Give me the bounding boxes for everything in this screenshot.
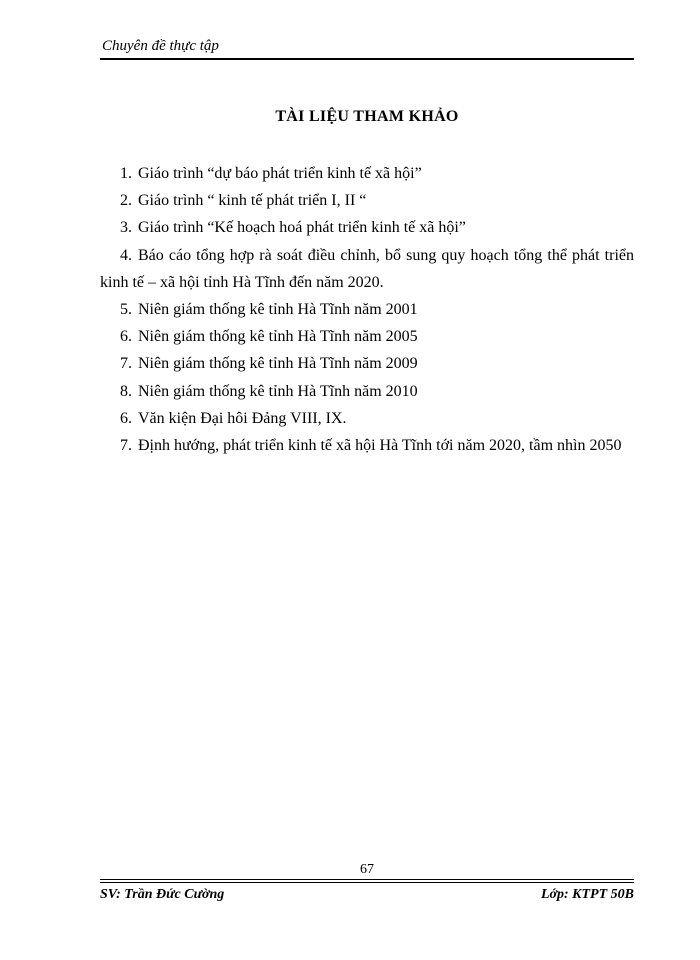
reference-text: Giáo trình “Kế hoạch hoá phát triển kinh tế xã hội”	[138, 219, 466, 237]
reference-text: Báo cáo tổng hợp rà soát điều chỉnh, bổ sung quy hoạch tổng thể phát triển kinh tế – xã hội tỉnh Hà Tĩnh đến năm 2020.	[100, 246, 634, 291]
reference-text: Định hướng, phát triển kinh tế xã hội Hà Tĩnh tới năm 2020, tầm nhìn 2050	[138, 437, 622, 455]
footer-rule	[100, 882, 634, 883]
reference-item	[100, 160, 634, 187]
reference-number: 1.	[120, 165, 132, 182]
class-name: Lớp: KTPT 50B	[540, 887, 634, 902]
header-title: Chuyên đề thực tập	[102, 38, 219, 54]
reference-text: Giáo trình “dự báo phát triển kinh tế xã hội”	[138, 165, 422, 182]
reference-item	[100, 296, 634, 323]
reference-number: 6.	[120, 409, 132, 427]
reference-text: Niên giám thống kê tỉnh Hà Tĩnh năm 2010	[138, 382, 418, 400]
footer-row	[100, 886, 634, 904]
reference-text: Văn kiện Đại hôi Đảng VIII, IX.	[138, 409, 347, 427]
reference-item	[100, 405, 634, 432]
reference-number: 5.	[120, 301, 132, 319]
reference-text: Giáo trình “ kinh tế phát triển I, II “	[138, 192, 367, 210]
student-name: SV: Trần Đức Cường	[100, 887, 225, 902]
header-rule	[100, 58, 634, 60]
references-heading: TÀI LIỆU THAM KHẢO	[275, 108, 459, 125]
reference-item	[100, 242, 634, 296]
reference-number: 7.	[120, 355, 132, 373]
reference-number: 6.	[120, 328, 132, 346]
reference-item	[100, 432, 634, 459]
page-header	[100, 36, 634, 60]
reference-number: 8.	[120, 382, 132, 400]
reference-item	[100, 378, 634, 405]
reference-item	[100, 350, 634, 377]
reference-item	[100, 323, 634, 350]
reference-number: 7.	[120, 437, 132, 455]
reference-text: Niên giám thống kê tỉnh Hà Tĩnh năm 2009	[138, 355, 418, 373]
references-list	[100, 160, 634, 459]
reference-text: Niên giám thống kê tỉnh Hà Tĩnh năm 2005	[138, 328, 418, 346]
reference-text: Niên giám thống kê tỉnh Hà Tĩnh năm 2001	[138, 301, 418, 319]
reference-number: 2.	[120, 192, 132, 210]
reference-number: 4.	[120, 246, 132, 264]
page-number: 67	[360, 862, 374, 877]
reference-item	[100, 214, 634, 241]
footer-rule	[100, 879, 634, 880]
reference-number: 3.	[120, 219, 132, 237]
page-footer	[100, 879, 634, 904]
reference-item	[100, 187, 634, 214]
